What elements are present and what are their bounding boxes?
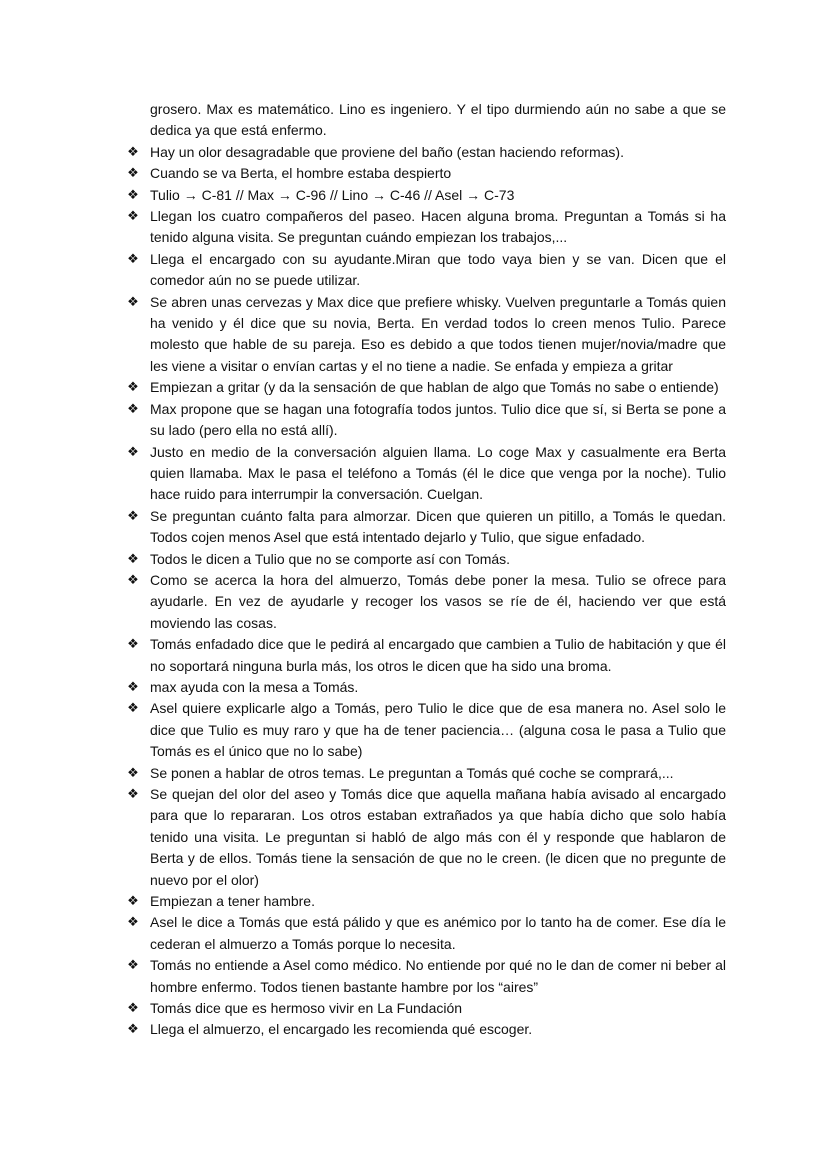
list-item-text: Justo en medio de la conversación alguien llama. Lo coge Max y casualmente era Berta quien llamaba. Max le pasa el teléfono a Tomás (él le dice que venga por la noche). Tulio hace ruido para interrumpir la conversación. Cuelgan. bbox=[150, 443, 726, 503]
diamond-bullet-icon: ❖ bbox=[127, 765, 139, 781]
list-item bbox=[126, 634, 726, 677]
list-item-text: Tulio → C-81 // Max → C-96 // Lino → C-46 // Asel → C-73 bbox=[150, 186, 515, 203]
diamond-bullet-icon: ❖ bbox=[127, 380, 139, 396]
list-item bbox=[126, 570, 726, 634]
diamond-bullet-icon: ❖ bbox=[127, 209, 139, 225]
diamond-bullet-icon: ❖ bbox=[127, 294, 139, 310]
list-item-text: max ayuda con la mesa a Tomás. bbox=[150, 678, 359, 695]
diamond-bullet-icon: ❖ bbox=[127, 1022, 139, 1038]
document-body bbox=[126, 99, 726, 1041]
list-item-text: Tomás dice que es hermoso vivir en La Fundación bbox=[150, 1000, 463, 1017]
list-item bbox=[126, 377, 726, 398]
list-item-text: Todos le dicen a Tulio que no se comporte así con Tomás. bbox=[150, 550, 511, 567]
bullet-list bbox=[126, 142, 726, 1041]
diamond-bullet-icon: ❖ bbox=[127, 958, 139, 974]
list-item-text: Como se acerca la hora del almuerzo, Tomás debe poner la mesa. Tulio se ofrece para ayudarle. En vez de ayudarle y recoger los vasos se ríe de él, haciendo ver que está moviendo las cosas. bbox=[150, 571, 726, 631]
list-item bbox=[126, 142, 726, 163]
list-item bbox=[126, 891, 726, 912]
diamond-bullet-icon: ❖ bbox=[127, 508, 139, 524]
diamond-bullet-icon: ❖ bbox=[127, 166, 139, 182]
list-item-text: Max propone que se hagan una fotografía todos juntos. Tulio dice que sí, si Berta se pone a su lado (pero ella no está allí). bbox=[150, 400, 726, 439]
list-item bbox=[126, 163, 726, 184]
list-item bbox=[126, 1019, 726, 1040]
list-item bbox=[126, 185, 726, 206]
list-item bbox=[126, 677, 726, 698]
continued-paragraph: grosero. Max es matemático. Lino es ingeniero. Y el tipo durmiendo aún no sabe a que se dedica ya que está enfermo. bbox=[150, 101, 726, 139]
list-item bbox=[126, 955, 726, 998]
list-item-text: Tomás no entiende a Asel como médico. No entiende por qué no le dan de comer ni beber al hombre enfermo. Todos tienen bastante hambre por los “aires” bbox=[150, 957, 726, 995]
list-item-text: Se ponen a hablar de otros temas. Le preguntan a Tomás qué coche se comprará,... bbox=[150, 764, 674, 781]
diamond-bullet-icon: ❖ bbox=[127, 551, 139, 567]
diamond-bullet-icon: ❖ bbox=[127, 1001, 139, 1017]
list-item bbox=[126, 206, 726, 249]
list-item bbox=[126, 549, 726, 570]
diamond-bullet-icon: ❖ bbox=[127, 187, 139, 203]
list-item-text: Tomás enfadado dice que le pedirá al encargado que cambien a Tulio de habitación y que él no soportará ninguna burla más, los otros le dicen que ha sido una broma. bbox=[150, 636, 726, 674]
list-item bbox=[126, 442, 726, 506]
diamond-bullet-icon: ❖ bbox=[127, 251, 139, 267]
list-item-text: Asel quiere explicarle algo a Tomás, pero Tulio le dice que de esa manera no. Asel solo le dice que Tulio es muy raro y que ha de tener paciencia… (alguna cosa le pasa a Tulio que Tomás es el único que no lo sabe) bbox=[150, 700, 726, 760]
diamond-bullet-icon: ❖ bbox=[127, 144, 139, 160]
list-item bbox=[126, 912, 726, 955]
diamond-bullet-icon: ❖ bbox=[127, 637, 139, 653]
list-item bbox=[126, 292, 726, 378]
list-item-text: Asel le dice a Tomás que está pálido y que es anémico por lo tanto ha de comer. Ese día le cederan el almuerzo a Tomás porque lo necesita. bbox=[150, 914, 726, 952]
list-item-text: Se quejan del olor del aseo y Tomás dice que aquella mañana había avisado al encargado para que lo repararan. Los otros estaban extrañados ya que había dicho que solo había tenido una visita. Le preguntan si habló de algo más con él y responde que hablaron de Berta y de ellos. Tomás tiene la sensación de que no le creen. (le dicen que no pregunte de nuevo por el olor) bbox=[150, 786, 726, 888]
diamond-bullet-icon: ❖ bbox=[127, 701, 139, 717]
list-item bbox=[126, 399, 726, 442]
list-item-text: Hay un olor desagradable que proviene del baño (estan haciendo reformas). bbox=[150, 143, 624, 160]
list-item-text: Cuando se va Berta, el hombre estaba despierto bbox=[150, 165, 452, 182]
list-item-text: Llegan los cuatro compañeros del paseo. Hacen alguna broma. Preguntan a Tomás si ha tenido alguna visita. Se preguntan cuándo empiezan los trabajos,... bbox=[150, 208, 726, 246]
list-item-text: Se preguntan cuánto falta para almorzar. Dicen que quieren un pitillo, a Tomás le quedan. Todos cojen menos Asel que está intentado dejarlo y Tulio, que sigue enfadado. bbox=[150, 507, 726, 546]
diamond-bullet-icon: ❖ bbox=[127, 787, 139, 802]
list-item-text: Llega el almuerzo, el encargado les recomienda qué escoger. bbox=[150, 1021, 533, 1038]
list-item-text: Empiezan a gritar (y da la sensación de que hablan de algo que Tomás no sabe o entiende) bbox=[150, 379, 719, 396]
list-item bbox=[126, 998, 726, 1019]
list-item-text: Llega el encargado con su ayudante.Miran que todo vaya bien y se van. Dicen que el comedor aún no se puede utilizar. bbox=[150, 250, 726, 289]
diamond-bullet-icon: ❖ bbox=[127, 894, 139, 910]
list-item bbox=[126, 784, 726, 891]
diamond-bullet-icon: ❖ bbox=[127, 679, 139, 695]
diamond-bullet-icon: ❖ bbox=[127, 915, 139, 931]
list-item bbox=[126, 249, 726, 292]
list-item bbox=[126, 763, 726, 784]
diamond-bullet-icon: ❖ bbox=[127, 572, 139, 588]
diamond-bullet-icon: ❖ bbox=[127, 444, 139, 460]
list-item bbox=[126, 698, 726, 762]
diamond-bullet-icon: ❖ bbox=[127, 401, 139, 417]
list-item-text: Empiezan a tener hambre. bbox=[150, 893, 315, 910]
list-item-text: Se abren unas cervezas y Max dice que prefiere whisky. Vuelven preguntarle a Tomás quien ha venido y él dice que su novia, Berta. En verdad todos lo creen menos Tulio. Parece molesto que hable de su pareja. Eso es debido a que todos tienen mujer/novia/madre que les viene a visitar o envían cartas y el no tiene a nadie. Se enfada y empieza a gritar bbox=[150, 293, 726, 374]
list-item bbox=[126, 506, 726, 549]
